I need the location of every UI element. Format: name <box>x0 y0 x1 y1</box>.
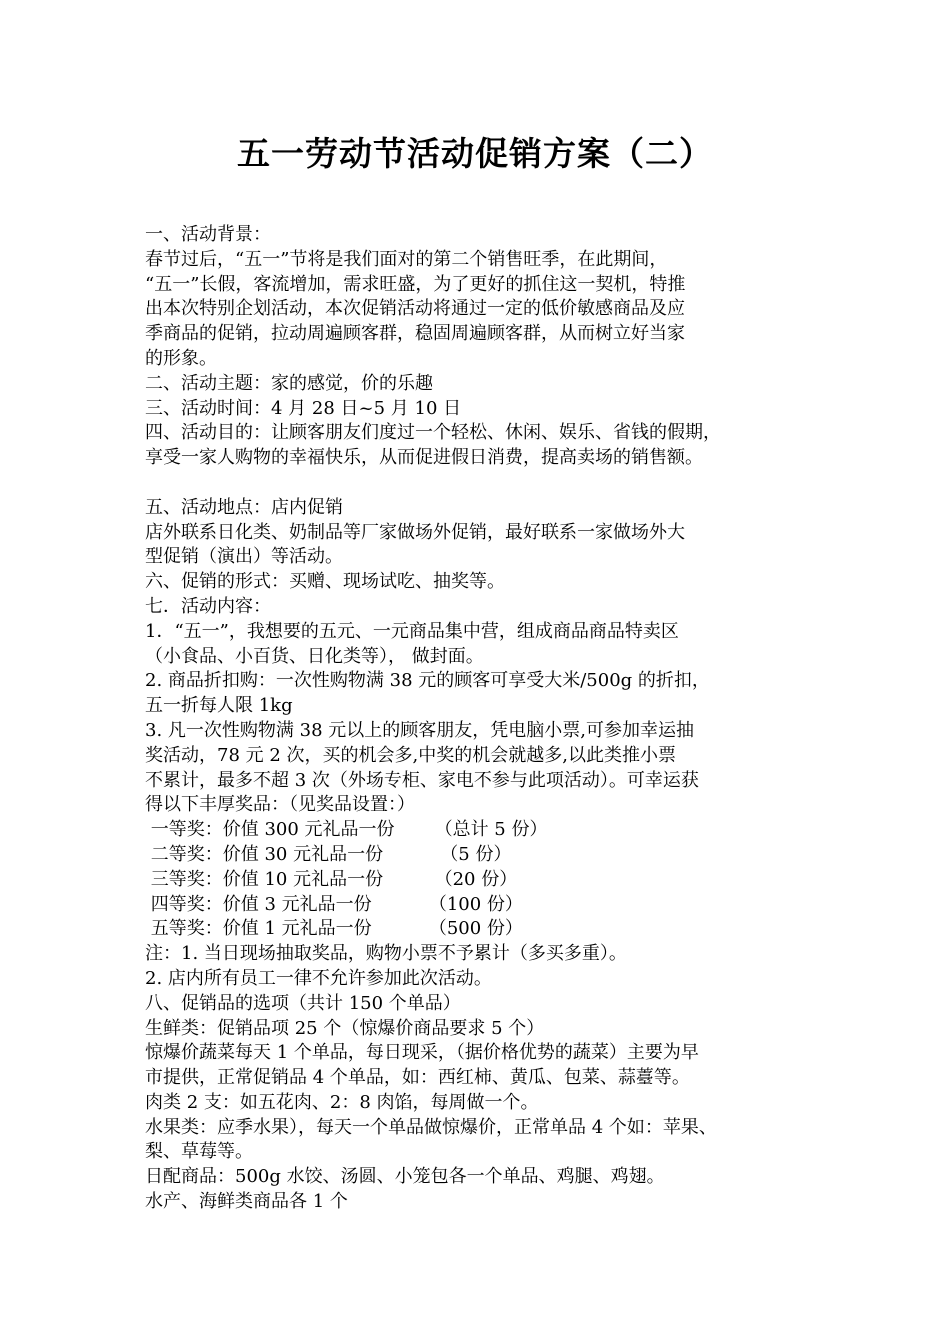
paragraph-line: 水产、海鲜类商品各 1 个 <box>145 1191 348 1213</box>
paragraph-line: “五一”长假，客流增加，需求旺盛，为了更好的抓住这一契机，特推 <box>145 273 686 295</box>
paragraph-line: 型促销（演出）等活动。 <box>145 546 343 568</box>
paragraph-line: 肉类 2 支：如五花肉、2：8 肉馅，每周做一个。 <box>145 1091 539 1113</box>
blank-line <box>145 471 825 496</box>
paragraph-line: 的形象。 <box>145 347 217 369</box>
paragraph-line: 市提供，正常促销品 4 个单品，如：西红柿、黄瓜、包菜、蒜薹等。 <box>145 1067 690 1089</box>
document-body <box>145 223 825 1215</box>
prize-line: 四等奖：价值 3 元礼品一份 （100 份） <box>145 893 523 915</box>
paragraph-line: 梨、草莓等。 <box>145 1141 253 1163</box>
note-line: 2. 店内所有员工一律不允许参加此次活动。 <box>145 967 492 989</box>
heading-content: 七．活动内容： <box>145 595 271 617</box>
prize-line: 五等奖：价值 1 元礼品一份 （500 份） <box>145 918 523 940</box>
list-item-line: 2. 商品折扣购：一次性购物满 38 元的顾客可享受大米/500g 的折扣， <box>145 670 710 692</box>
heading-items: 八、促销品的选项（共计 150 个单品） <box>145 992 461 1014</box>
heading-purpose: 四、活动目的：让顾客朋友们度过一个轻松、休闲、娱乐、省钱的假期， <box>145 422 721 444</box>
paragraph-line: 惊爆价蔬菜每天 1 个单品，每日现采，（据价格优势的蔬菜）主要为早 <box>145 1042 699 1064</box>
paragraph-line: 水果类：应季水果），每天一个单品做惊爆价，正常单品 4 个如：苹果、 <box>145 1116 717 1138</box>
list-item-line: 五一折每人限 1kg <box>145 695 293 717</box>
prize-line: 一等奖：价值 300 元礼品一份 （总计 5 份） <box>145 819 548 841</box>
list-item-line: 1．“五一”，我想要的五元、一元商品集中营，组成商品商品特卖区 <box>145 620 679 642</box>
heading-background: 一、活动背景： <box>145 224 271 245</box>
heading-location: 五、活动地点：店内促销 <box>145 496 343 518</box>
paragraph-line: 日配商品：500g 水饺、汤圆、小笼包各一个单品、鸡腿、鸡翅。 <box>145 1166 665 1188</box>
prize-line: 三等奖：价值 10 元礼品一份 （20 份） <box>145 868 518 890</box>
list-item-line: 3. 凡一次性购物满 38 元以上的顾客朋友，凭电脑小票,可参加幸运抽 <box>145 719 694 741</box>
paragraph-line: 店外联系日化类、奶制品等厂家做场外促销，最好联系一家做场外大 <box>145 521 685 543</box>
document-title: 五一劳动节活动促销方案（二） <box>237 134 713 173</box>
list-item-line: 奖活动，78 元 2 次，买的机会多,中奖的机会就越多,以此类推小票 <box>145 744 676 766</box>
paragraph-line: 享受一家人购物的幸福快乐，从而促进假日消费，提高卖场的销售额。 <box>145 447 703 469</box>
paragraph-line: 春节过后，“五一”节将是我们面对的第二个销售旺季，在此期间， <box>145 248 668 270</box>
heading-time: 三、活动时间：4 月 28 日~5 月 10 日 <box>145 397 462 419</box>
list-item-line: 得以下丰厚奖品：（见奖品设置：） <box>145 794 415 816</box>
paragraph-line: 季商品的促销，拉动周遍顾客群，稳固周遍顾客群，从而树立好当家 <box>145 323 685 345</box>
list-item-line: 不累计，最多不超 3 次（外场专柜、家电不参与此项活动）。可幸运获 <box>145 769 699 791</box>
heading-theme: 二、活动主题：家的感觉，价的乐趣 <box>145 372 433 394</box>
heading-form: 六、促销的形式：买赠、现场试吃、抽奖等。 <box>145 571 505 593</box>
paragraph-line: 出本次特别企划活动，本次促销活动将通过一定的低价敏感商品及应 <box>145 298 685 320</box>
list-item-line: （小食品、小百货、日化类等）， 做封面。 <box>145 645 484 667</box>
prize-line: 二等奖：价值 30 元礼品一份 （5 份） <box>145 843 512 865</box>
note-line: 注：1. 当日现场抽取奖品，购物小票不予累计（多买多重）。 <box>145 943 627 965</box>
paragraph-line: 生鲜类：促销品项 25 个（惊爆价商品要求 5 个） <box>145 1017 545 1039</box>
